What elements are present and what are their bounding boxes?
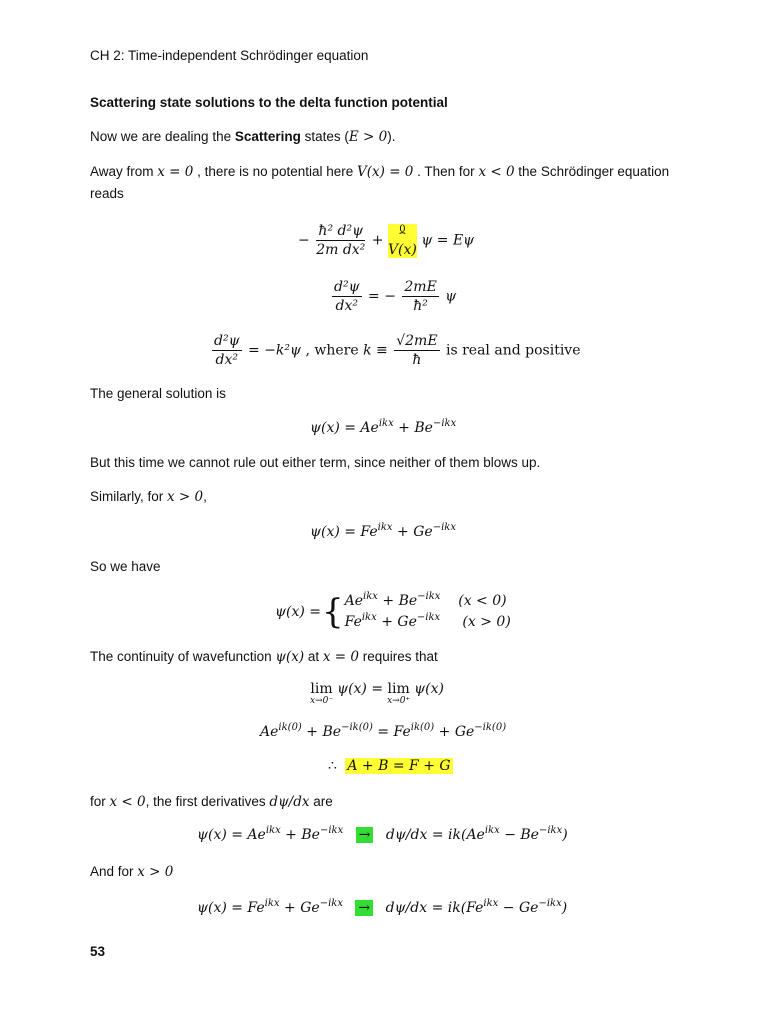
piecewise-lhs: ψ(x) = bbox=[275, 604, 321, 620]
for-neg-text-3: are bbox=[309, 794, 333, 809]
arrow-right-icon-2: → bbox=[355, 900, 373, 916]
page-number: 53 bbox=[90, 944, 106, 959]
eq3-where: , where bbox=[301, 342, 364, 359]
equation-continuity bbox=[260, 724, 506, 740]
derivative-pos-paragraph bbox=[90, 864, 173, 880]
eq2-num1: d²ψ bbox=[334, 279, 360, 295]
continuity-text-2: at bbox=[304, 649, 323, 664]
left-brace-icon: { bbox=[321, 592, 344, 632]
eq1-minus: − bbox=[298, 232, 310, 249]
eq2-fraction-1 bbox=[332, 278, 362, 315]
away-text-3: . Then for bbox=[413, 164, 479, 179]
eq3-fraction-2 bbox=[394, 332, 439, 369]
intro-text: Now we are dealing the bbox=[90, 129, 235, 144]
limit-left-func: ψ(x) = bbox=[337, 681, 384, 697]
piecewise-row-2: $Fe^{ikx} + Ge^{-ikx}$ (x > 0) bbox=[344, 612, 511, 630]
for-neg-math-2: dψ/dx bbox=[269, 794, 310, 810]
continuity-text-3: requires that bbox=[358, 649, 438, 664]
away-paragraph-line2: reads bbox=[90, 186, 124, 201]
eq1-rhs: ψ = Eψ bbox=[421, 232, 475, 249]
deriv-neg-rhs: $d\psi/dx = ik(Ae^{ikx} - Be^{-ikx})$ bbox=[385, 825, 568, 843]
deriv-pos-lhs: $\psi(x) = Fe^{ikx} + Ge^{-ikx}$ bbox=[197, 898, 343, 916]
away-paragraph bbox=[90, 164, 669, 180]
for-neg-math-1: x < 0 bbox=[109, 794, 146, 810]
deriv-pos-rhs: $d\psi/dx = ik(Fe^{ikx} - Ge^{-ikx})$ bbox=[385, 898, 568, 916]
equation-limit bbox=[310, 681, 444, 706]
equation-k-definition bbox=[210, 332, 581, 369]
equation-piecewise bbox=[275, 591, 511, 633]
equation-derivative-neg bbox=[197, 827, 568, 843]
eq2-den1: dx² bbox=[335, 298, 359, 314]
intro-math: E > 0 bbox=[348, 129, 388, 145]
eq3-den1: dx² bbox=[215, 352, 239, 368]
for-neg-text-1: for bbox=[90, 794, 110, 809]
deriv-neg-lhs: $\psi(x) = Ae^{ikx} + Be^{-ikx}$ bbox=[197, 825, 344, 843]
for-neg-text-2: , the first derivatives bbox=[145, 794, 270, 809]
eq1-potential-highlight bbox=[388, 224, 417, 258]
chapter-header: CH 2: Time-independent Schrödinger equation bbox=[90, 48, 369, 63]
eq2-num2: 2mE bbox=[404, 279, 437, 295]
away-text-2: , there is no potential here bbox=[193, 164, 357, 179]
derivative-neg-paragraph bbox=[90, 794, 333, 810]
eq1-zero: 0 bbox=[399, 223, 406, 235]
intro-paragraph bbox=[90, 129, 395, 145]
therefore-equation: A + B = F + G bbox=[347, 758, 451, 774]
intro-text-2: states ( bbox=[300, 129, 349, 144]
continuity-math-1: ψ(x) bbox=[275, 649, 305, 665]
equation-general-solution bbox=[310, 420, 456, 436]
intro-bold: Scattering bbox=[234, 129, 301, 144]
equation-second-derivative bbox=[330, 278, 456, 315]
similarly-tail: , bbox=[203, 489, 207, 504]
equation-derivative-pos bbox=[197, 900, 567, 916]
away-text-1: Away from bbox=[90, 164, 158, 179]
limit-right bbox=[387, 681, 410, 706]
away-math-2: V(x) = 0 bbox=[357, 164, 414, 180]
eq3-rhs: = −k²ψ bbox=[248, 342, 302, 359]
limit-left bbox=[310, 681, 333, 706]
general-solution-label: The general solution is bbox=[90, 386, 226, 401]
continuity-text-1: The continuity of wavefunction bbox=[90, 649, 276, 664]
eq3-den2: ħ bbox=[412, 352, 422, 368]
section-title: Scattering state solutions to the delta function potential bbox=[90, 95, 448, 110]
eq2-den2: ħ² bbox=[413, 298, 428, 314]
limit-left-sub: x→0⁻ bbox=[310, 696, 334, 706]
eq1-vx: V(x) bbox=[387, 241, 417, 258]
eq2-psi: ψ bbox=[445, 288, 457, 305]
piecewise-cond-2: (x > 0) bbox=[462, 614, 511, 630]
eq1-plus: + bbox=[371, 232, 384, 249]
piecewise-cond-1: (x < 0) bbox=[458, 593, 507, 609]
for-pos-text-1: And for bbox=[90, 864, 138, 879]
eq2-equals: = − bbox=[368, 288, 396, 305]
away-math-1: x = 0 bbox=[157, 164, 194, 180]
similarly-paragraph bbox=[90, 489, 207, 505]
piecewise-row-1: $Ae^{ikx} + Be^{-ikx}$ (x < 0) bbox=[344, 591, 507, 609]
therefore-icon: ∴ bbox=[328, 758, 337, 774]
for-pos-math-1: x > 0 bbox=[137, 864, 174, 880]
equation-schrodinger bbox=[298, 222, 474, 259]
equation-therefore bbox=[328, 758, 453, 774]
similarly-math: x > 0 bbox=[167, 489, 204, 505]
away-text-4: the Schrödinger equation bbox=[514, 164, 670, 179]
overbrace-icon: ⏞ bbox=[399, 232, 406, 244]
eq-general: $\psi(x) = Ae^{ikx} + Be^{-ikx}$ bbox=[310, 418, 457, 436]
eq3-tail: is real and positive bbox=[446, 342, 581, 359]
eq2-fraction-2 bbox=[402, 278, 438, 315]
piecewise-rows bbox=[345, 591, 511, 633]
arrow-right-icon: → bbox=[356, 827, 374, 843]
eq1-denominator: 2m dx² bbox=[316, 242, 366, 258]
eq1-numerator: ħ² d²ψ bbox=[318, 223, 364, 239]
eq-continuity: $Ae^{ik(0)} + Be^{-ik(0)} = Fe^{ik(0)} + Ge^{-ik(0)}$ bbox=[260, 722, 507, 740]
away-math-3: x < 0 bbox=[478, 164, 515, 180]
continuity-paragraph bbox=[90, 649, 438, 665]
equation-similar-solution bbox=[310, 524, 456, 540]
similarly-text: Similarly, for bbox=[90, 489, 168, 504]
continuity-math-2: x = 0 bbox=[322, 649, 359, 665]
so-we-have-label: So we have bbox=[90, 559, 161, 574]
limit-left-lim: lim bbox=[310, 681, 333, 697]
eq-similar: $\psi(x) = Fe^{ikx} + Ge^{-ikx}$ bbox=[310, 522, 456, 540]
eq3-num2: √2mE bbox=[396, 333, 438, 349]
limit-right-func: ψ(x) bbox=[414, 681, 444, 697]
limit-right-sub: x→0⁺ bbox=[387, 696, 411, 706]
eq3-k: k ≡ bbox=[363, 342, 388, 359]
intro-close: ). bbox=[387, 129, 396, 144]
limit-right-lim: lim bbox=[387, 681, 410, 697]
rule-out-paragraph: But this time we cannot rule out either term, since neither of them blows up. bbox=[90, 455, 541, 470]
eq1-fraction bbox=[316, 222, 365, 259]
eq3-fraction-1 bbox=[212, 332, 242, 369]
eq3-num1: d²ψ bbox=[214, 333, 240, 349]
